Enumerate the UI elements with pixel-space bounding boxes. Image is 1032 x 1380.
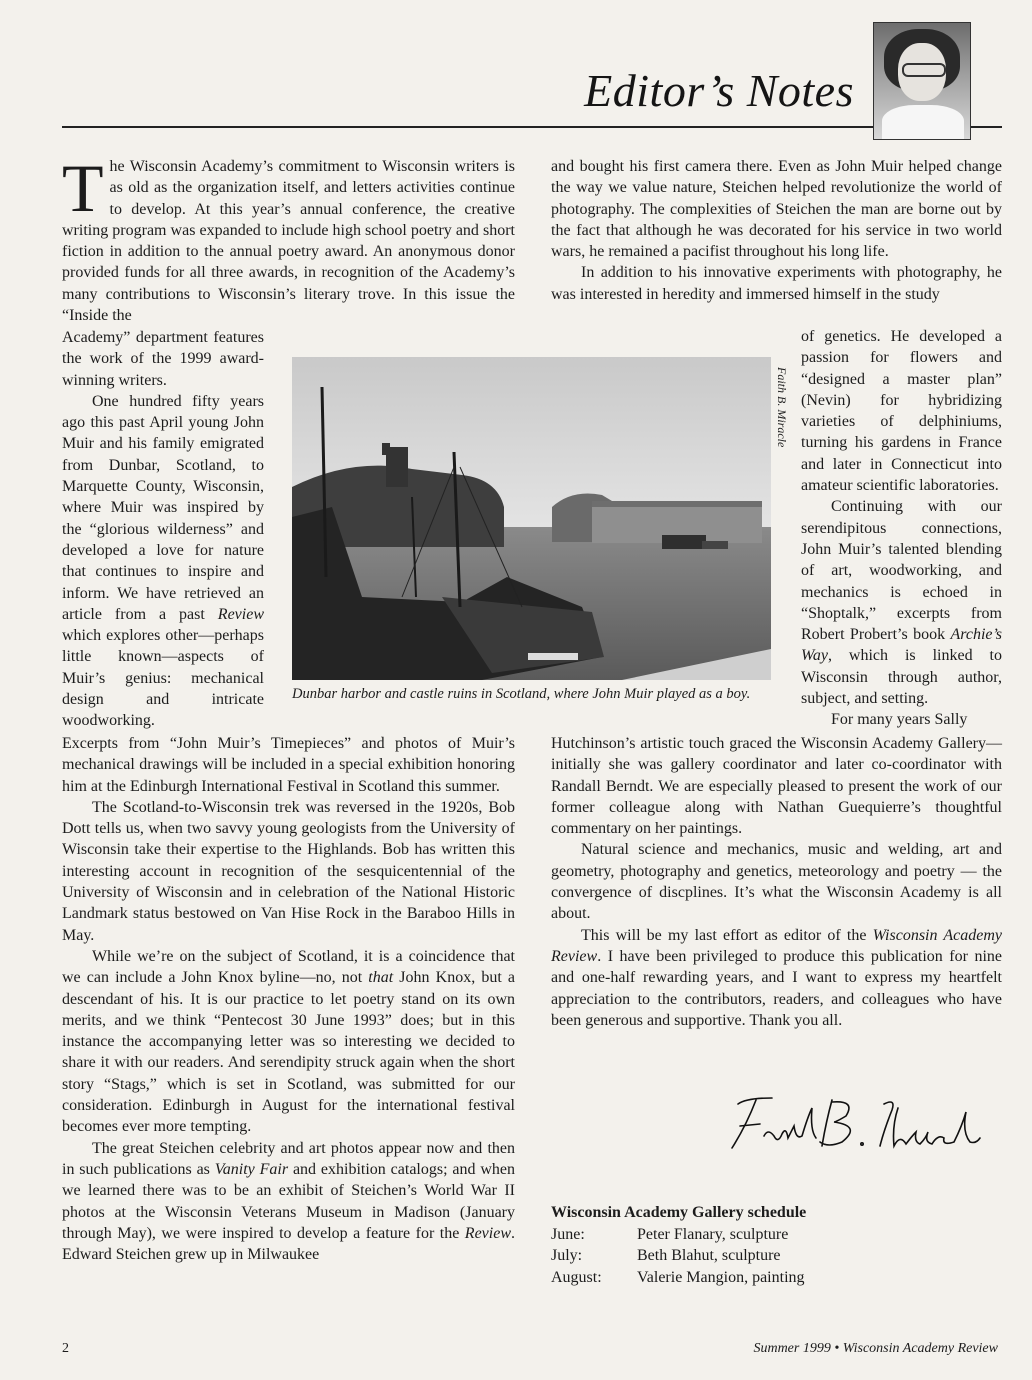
page-title: Editor’s Notes <box>584 65 854 116</box>
right-column-narrow <box>801 326 1002 731</box>
schedule-title: Wisconsin Academy Gallery schedule <box>551 1204 807 1221</box>
paragraph-r2-continued: of genetics. He developed a passion for flowers and “designed a master plan” (Nevin) for hybridizing varieties of delphiniums, turning his gardens in France and later in Connecticut into amateur scientific laboratories. <box>801 328 1002 495</box>
header-rule <box>62 126 1002 128</box>
page-number: 2 <box>62 1341 69 1356</box>
schedule-item: Peter Flanary, sculpture <box>637 1225 789 1243</box>
paragraph-r3-text-end: , which is linked to Wisconsin through author, subject, and setting. <box>801 647 1002 708</box>
paragraph-5 <box>62 1138 515 1266</box>
schedule-row <box>551 1245 1002 1267</box>
footer-masthead: Summer 1999 • Wisconsin Academy Review <box>753 1341 998 1356</box>
paragraph-r6-text-end: . I have been privileged to produce this publication for nine and one-half rewarding years, and I want to express my heartfelt appreciation to the contributors, readers, and colleagues who have been generous and supportive. Thank you all. <box>551 947 1002 1029</box>
paragraph-4-text: While we’re on the subject of Scotland, it is a coincidence that we can include a John Knox byline—no, not <box>62 947 515 987</box>
harbor-photo <box>292 357 771 680</box>
drop-cap: T <box>62 150 104 226</box>
paragraph-2-italic: Review <box>217 605 264 623</box>
paragraph-r3 <box>801 496 1002 709</box>
schedule-month: August: <box>551 1268 602 1286</box>
paragraph-5-italic-1: Vanity Fair <box>214 1160 289 1178</box>
paragraph-r3-italic: Archie’s Way <box>801 626 1002 665</box>
paragraph-4-text-end: John Knox, but a descendant of his. It is our practice to let poetry stand on its own merits, and we think “Pentecost 30 June 1993” does; but in this instance the accompanying letter was so interesting we decided to share it with our readers. And serendipity struck again when the short story “Stags,” which is set in Scotland, was submitted for our consideration. Edinburgh in August for the international festival becomes ever more tempting. <box>62 969 515 1136</box>
paragraph-r1: and bought his first camera there. Even as John Muir helped change the way we value nature, Steichen helped revolutionize the world of photography. The complexities of Steichen the man are borne out by the fact that although he was decorated for his service in two world wars, he remained a pacifist throughout his long life. <box>551 158 1002 261</box>
paragraph-4-italic: that <box>368 969 394 987</box>
editor-portrait <box>873 22 971 140</box>
paragraph-r4-start: For many years Sally <box>831 711 968 729</box>
portrait-shirt <box>882 105 964 140</box>
paragraph-1 <box>62 150 515 326</box>
paragraph-r5: Natural science and mechanics, music and welding, art and geometry, photography and genetics, meteorology and poetry — the convergence of discplines. It’s what the Wisconsin Academy is all about. <box>551 841 1002 923</box>
paragraph-3: The Scotland-to-Wisconsin trek was reversed in the 1920s, Bob Dott tells us, when two savvy young geologists from the University of Wisconsin take their expertise to the Highlands. Bob has written this interesting account in recognition of the sesquicentennial of the University of Wisconsin and in celebration of the National Historic Landmark status bestowed on Van Hise Rock in the Baraboo Hills in May. <box>62 798 515 944</box>
paragraph-r2: In addition to his innovative experiments with photography, he was interested in heredity and immersed himself in the study <box>551 264 1002 303</box>
schedule-month: July: <box>551 1247 583 1264</box>
paragraph-5-italic-2: Review <box>464 1224 511 1242</box>
paragraph-r6-text: This will be my last effort as editor of the <box>581 926 873 944</box>
paragraph-r6-italic: Wisconsin Academy Review <box>551 926 1002 965</box>
paragraph-r6 <box>551 925 1002 1031</box>
left-column-narrow <box>62 327 264 732</box>
paragraph-5-text: The great Steichen celebrity and art photos appear now and then in such publications as <box>62 1139 515 1178</box>
paragraph-2-text-end: which explores other—perhaps little known—aspects of Muir’s genius: mechanical design and intricate woodworking. <box>62 627 264 730</box>
paragraph-r4: Hutchinson’s artistic touch graced the Wisconsin Academy Gallery—initially she was gallery coordinator and later co-coordinator with Randall Berndt. We are especially pleased to present the work of our former colleague along with Nathan Guequierre’s thoughtful commentary on her paintings. <box>551 735 1002 838</box>
portrait-glasses <box>902 63 946 77</box>
schedule-row <box>551 1267 1002 1289</box>
photo-caption: Dunbar harbor and castle ruins in Scotland, where John Muir played as a boy. <box>292 686 751 702</box>
editor-signature <box>716 1086 986 1166</box>
paragraph-2-text: One hundred fifty years ago this past April young John Muir and his family emigrated from Dunbar, Scotland, to Marquette County, Wisconsin, where Muir was inspired by the “glorious wilderness” and developed a love for nature that continues to inspire and inform. We have retrieved an article from a past <box>62 392 264 623</box>
harbor-photo-image <box>292 357 771 680</box>
schedule-row <box>551 1224 1002 1246</box>
paragraph-2-continued: Excerpts from “John Muir’s Timepieces” and photos of Muir’s mechanical drawings will be included in a special exhibition honoring him at the Edinburgh International Festival in Scotland this summer. <box>62 735 515 795</box>
schedule-item: Beth Blahut, sculpture <box>637 1247 781 1264</box>
right-column-top <box>551 156 1002 305</box>
paragraph-2 <box>62 391 264 732</box>
left-column-bottom <box>62 733 515 1265</box>
paragraph-1-text: he Wisconsin Academy’s commitment to Wisconsin writers is as old as the organization itself, and letters activities continue to develop. At this year’s annual conference, the creative writing program was expanded to include high school poetry and short fiction in addition to the annual poetry award. An anonymous donor provided funds for all three awards, in recognition of the Academy’s many contributions to Wisconsin’s literary trove. In this issue the “Inside the <box>62 158 515 325</box>
schedule-item: Valerie Mangion, painting <box>637 1268 805 1286</box>
paragraph-4 <box>62 946 515 1138</box>
paragraph-5-text-end: . Edward Steichen grew up in Milwaukee <box>62 1224 515 1264</box>
photo-credit: Faith B. Miracle <box>775 367 789 448</box>
left-column-top <box>62 150 515 326</box>
paragraph-5-text-2: and exhibition catalogs; and when we learned there was to be an exhibit of Steichen’s World War II photos at the Wisconsin Veterans Museum in Madison (January through May), we were inspired to develop a feature for the <box>62 1160 516 1242</box>
paragraph-r3-text: Continuing with our serendipitous connections, John Muir’s talented blending of art, woodworking, and mechanics is echoed in “Shoptalk,” excerpts from Robert Probert’s book <box>801 498 1002 644</box>
right-column-bottom <box>551 733 1002 1031</box>
gallery-schedule <box>551 1202 1002 1288</box>
paragraph-1-end: Academy” department features the work of the 1999 award-winning writers. <box>62 329 264 389</box>
schedule-month: June: <box>551 1225 585 1243</box>
